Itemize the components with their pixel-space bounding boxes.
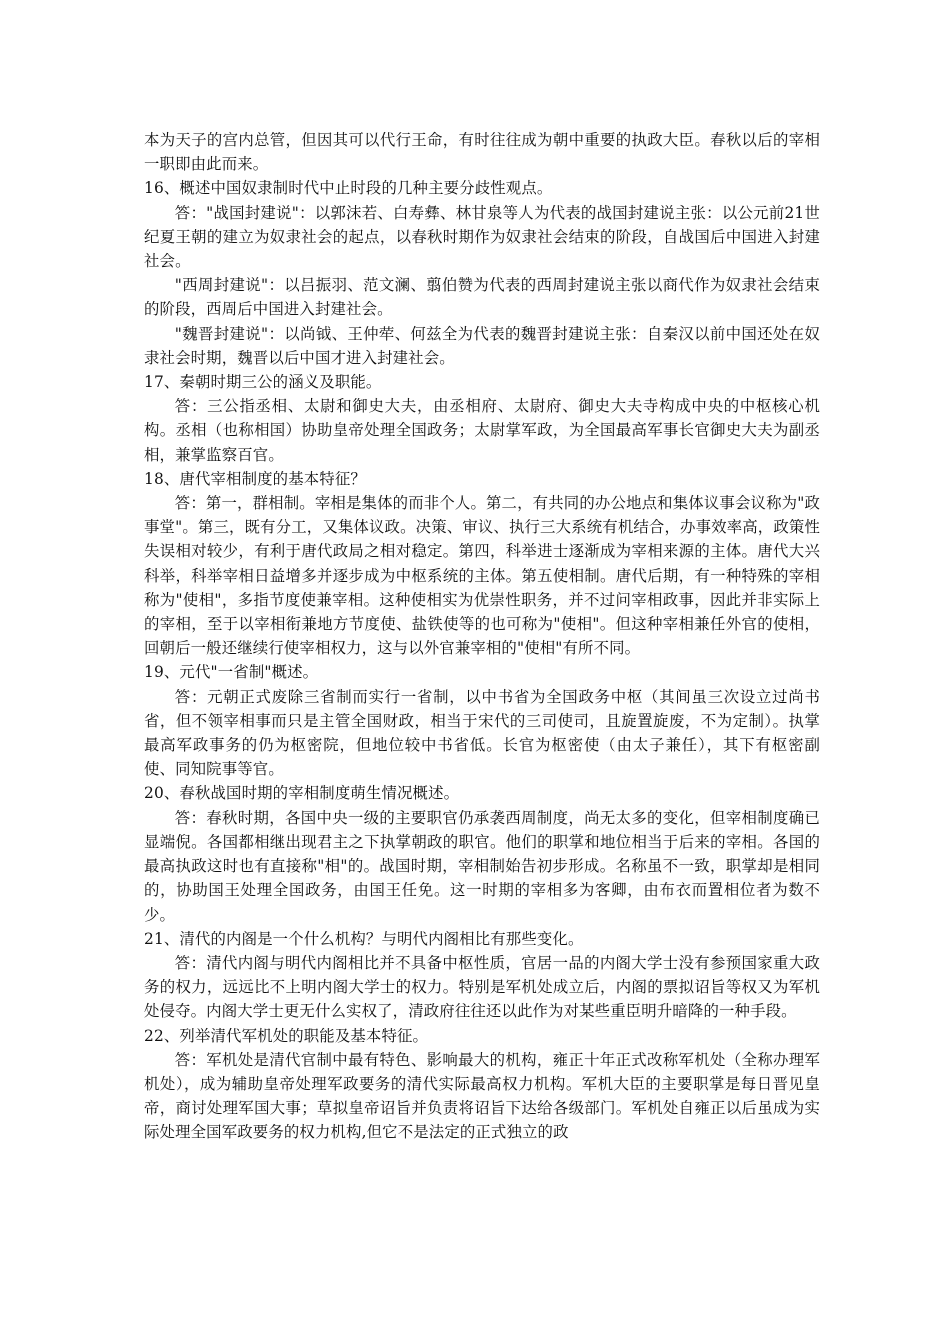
answer-19: 答：元朝正式废除三省制而实行一省制，以中书省为全国政务中枢（其间虽三次设立过尚书省，但不领宰相事而只是主管全国财政，相当于宋代的三司使司，且旋置旋废，不为定制）。执掌最高军政事务的仍为枢密院，但地位较中书省低。长官为枢密使（由太子兼任），其下有枢密副使、同知院事等官。 bbox=[144, 687, 820, 779]
question-20: 20、春秋战国时期的宰相制度萌生情况概述。 bbox=[144, 784, 460, 803]
answer-16-warring-states: 答："战国封建说"：以郭沫若、白寿彝、林甘泉等人为代表的战国封建说主张：以公元前21世纪夏王朝的建立为奴隶社会的起点，以春秋时期作为奴隶社会结束的阶段，自战国后中国进入封建社会。 bbox=[144, 203, 820, 271]
document-body bbox=[144, 128, 820, 1145]
answer-21: 答：清代内阁与明代内阁相比并不具备中枢性质，官居一品的内阁大学士没有参预国家重大政务的权力，远远比不上明内阁大学士的权力。特别是军机处成立后，内阁的票拟诏旨等权又为军机处侵夺。内阁大学士更无什么实权了，清政府往往还以此作为对某些重臣明升暗降的一种手段。 bbox=[144, 953, 820, 1021]
answer-18: 答：第一，群相制。宰相是集体的而非个人。第二，有共同的办公地点和集体议事会议称为"政事堂"。第三，既有分工，又集体议政。决策、审议、执行三大系统有机结合，办事效率高，政策性失误相对较少，有利于唐代政局之相对稳定。第四，科举进士逐渐成为宰相来源的主体。唐代大兴科举，科举宰相日益增多并逐步成为中枢系统的主体。第五使相制。唐代后期，有一种特殊的宰相称为"使相"，多指节度使兼宰相。这种使相实为优崇性职务，并不过问宰相政事，因此并非实际上的宰相，至于以宰相衔兼地方节度使、盐铁使等的也可称为"使相"。但这种宰相兼任外官的使相，回朝后一般还继续行使宰相权力，这与以外官兼宰相的"使相"有所不同。 bbox=[144, 494, 820, 658]
answer-20: 答：春秋时期，各国中央一级的主要职官仍承袭西周制度，尚无太多的变化，但宰相制度确已显端倪。各国都相继出现君主之下执掌朝政的职官。他们的职掌和地位相当于后来的宰相。各国的最高执政这时也有直接称"相"的。战国时期，宰相制始告初步形成。名称虽不一致，职掌却是相同的，协助国王处理全国政务，由国王任免。这一时期的宰相多为客卿，由布衣而置相位者为数不少。 bbox=[144, 808, 820, 924]
answer-22: 答：军机处是清代官制中最有特色、影响最大的机构，雍正十年正式改称军机处（全称办理军机处），成为辅助皇帝处理军政要务的清代实际最高权力机构。军机大臣的主要职掌是每日晋见皇帝，商讨处理军国大事；草拟皇帝诏旨并负责将诏旨下达给各级部门。军机处自雍正以后虽成为实际处理全国军政要务的权力机构,但它不是法定的正式独立的政 bbox=[144, 1050, 820, 1142]
question-21: 21、清代的内阁是一个什么机构？与明代内阁相比有那些变化。 bbox=[144, 929, 584, 948]
answer-17: 答：三公指丞相、太尉和御史大夫，由丞相府、太尉府、御史大夫寺构成中央的中枢核心机构。丞相（也称相国）协助皇帝处理全国政务；太尉掌军政，为全国最高军事长官御史大夫为副丞相，兼掌监察百官。 bbox=[144, 397, 820, 464]
question-19: 19、元代"一省制"概述。 bbox=[144, 663, 319, 682]
answer-16-western-zhou: "西周封建说"：以吕振羽、范文澜、翦伯赞为代表的西周封建说主张以商代作为奴隶社会结束的阶段，西周后中国进入封建社会。 bbox=[144, 276, 820, 319]
paragraph-continuation: 本为天子的宫内总管，但因其可以代行王命，有时往往成为朝中重要的执政大臣。春秋以后的宰相一职即由此而来。 bbox=[144, 131, 820, 174]
question-22: 22、列举清代军机处的职能及基本特征。 bbox=[144, 1026, 429, 1045]
answer-16-wei-jin: "魏晋封建说"：以尚钺、王仲荦、何兹全为代表的魏晋封建说主张：自秦汉以前中国还处在奴隶社会时期，魏晋以后中国才进入封建社会。 bbox=[144, 324, 820, 367]
question-18: 18、唐代宰相制度的基本特征？ bbox=[144, 469, 366, 488]
question-17: 17、秦朝时期三公的涵义及职能。 bbox=[144, 373, 382, 392]
question-16: 16、概述中国奴隶制时代中止时段的几种主要分歧性观点。 bbox=[144, 179, 553, 198]
